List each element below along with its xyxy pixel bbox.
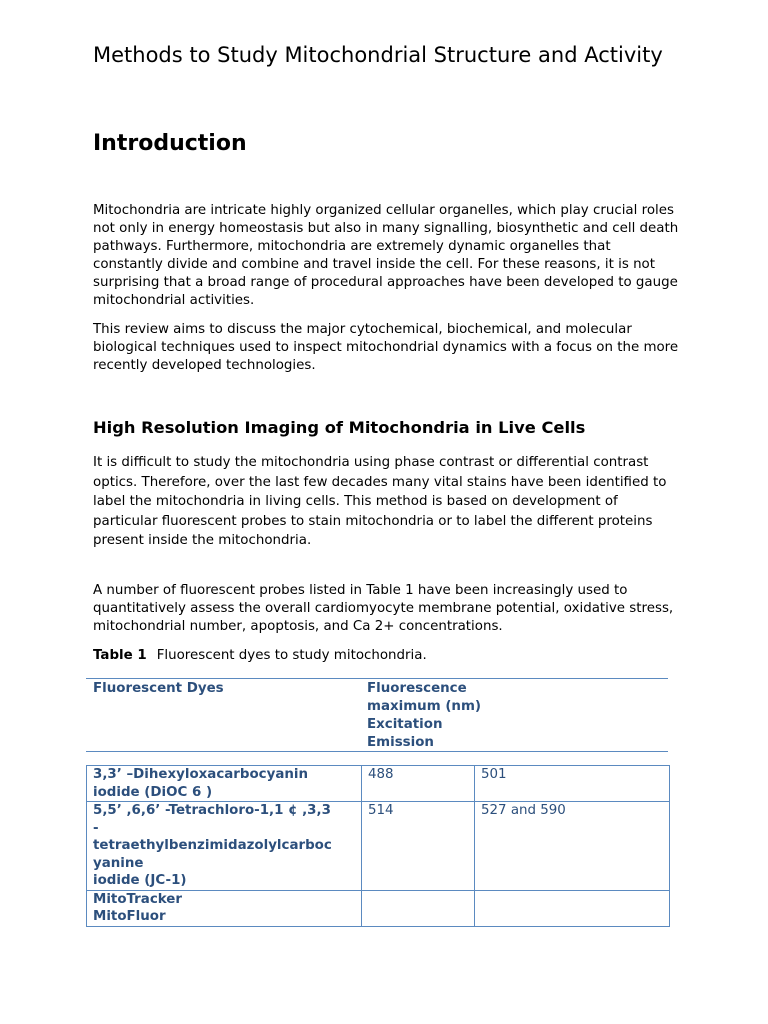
table-row [87,890,670,926]
excitation-cell [362,890,475,926]
header-line: Emission [367,735,434,750]
dye-name-cell: 5,5’ ,6,6’ -Tetrachloro-1,1 ¢ ,3,3 - tetraethylbenzimidazolylcarboc yanine iodide (JC-1) [87,802,362,891]
header-fluorescence-max [367,680,481,752]
emission-cell: 501 [475,766,670,802]
dye-name-cell: 3,3’ –Dihexyloxacarbocyanin iodide (DiOC 6 ) [87,766,362,802]
table-header [86,678,668,752]
dyes-table [86,765,670,927]
intro-paragraph-1: Mitochondria are intricate highly organized cellular organelles, which play crucial roles not only in energy homeostasis but also in many signalling, biosynthetic and cell death pathways. Furthermore, mitochondria are extremely dynamic organelles that constantly divide and combine and travel inside the cell. For these reasons, it is not surprising that a broad range of procedural approaches have been developed to gauge mitochondrial activities. [93,203,679,308]
section-paragraph-1: It is difficult to study the mitochondria using phase contrast or differential contrast optics. Therefore, over the last few decades many vital stains have been identified to label the mitochondria in living cells. This method is based on development of particular fluorescent probes to stain mitochondria or to label the different proteins present inside the mitochondria. [93,455,667,548]
emission-cell: 527 and 590 [475,802,670,891]
table-label: Table 1 [93,648,147,663]
excitation-cell: 514 [362,802,475,891]
table-caption-text: Fluorescent dyes to study mitochondria. [156,648,427,663]
table-caption [93,647,427,665]
header-line: maximum (nm) [367,699,482,714]
dye-name-cell: MitoTracker MitoFluor [87,890,362,926]
header-line: Excitation [367,717,443,732]
header-fluorescent-dyes: Fluorescent Dyes [93,681,224,696]
excitation-cell: 488 [362,766,475,802]
emission-cell [475,890,670,926]
section-paragraph-2: A number of fluorescent probes listed in Table 1 have been increasingly used to quantitatively assess the overall cardiomyocyte membrane potential, oxidative stress, mitochondrial number, apoptosis, and Ca 2+ concentrations. [93,583,674,634]
intro-paragraph-2: This review aims to discuss the major cytochemical, biochemical, and molecular biological techniques used to inspect mitochondrial dynamics with a focus on the more recently developed technologies. [93,322,679,373]
header-line: Fluorescence [367,681,467,696]
document-title: Methods to Study Mitochondrial Structure and Activity [93,43,663,67]
section-heading: High Resolution Imaging of Mitochondria in Live Cells [93,418,586,437]
table-row [87,802,670,891]
table-row [87,766,670,802]
introduction-heading: Introduction [93,131,247,156]
